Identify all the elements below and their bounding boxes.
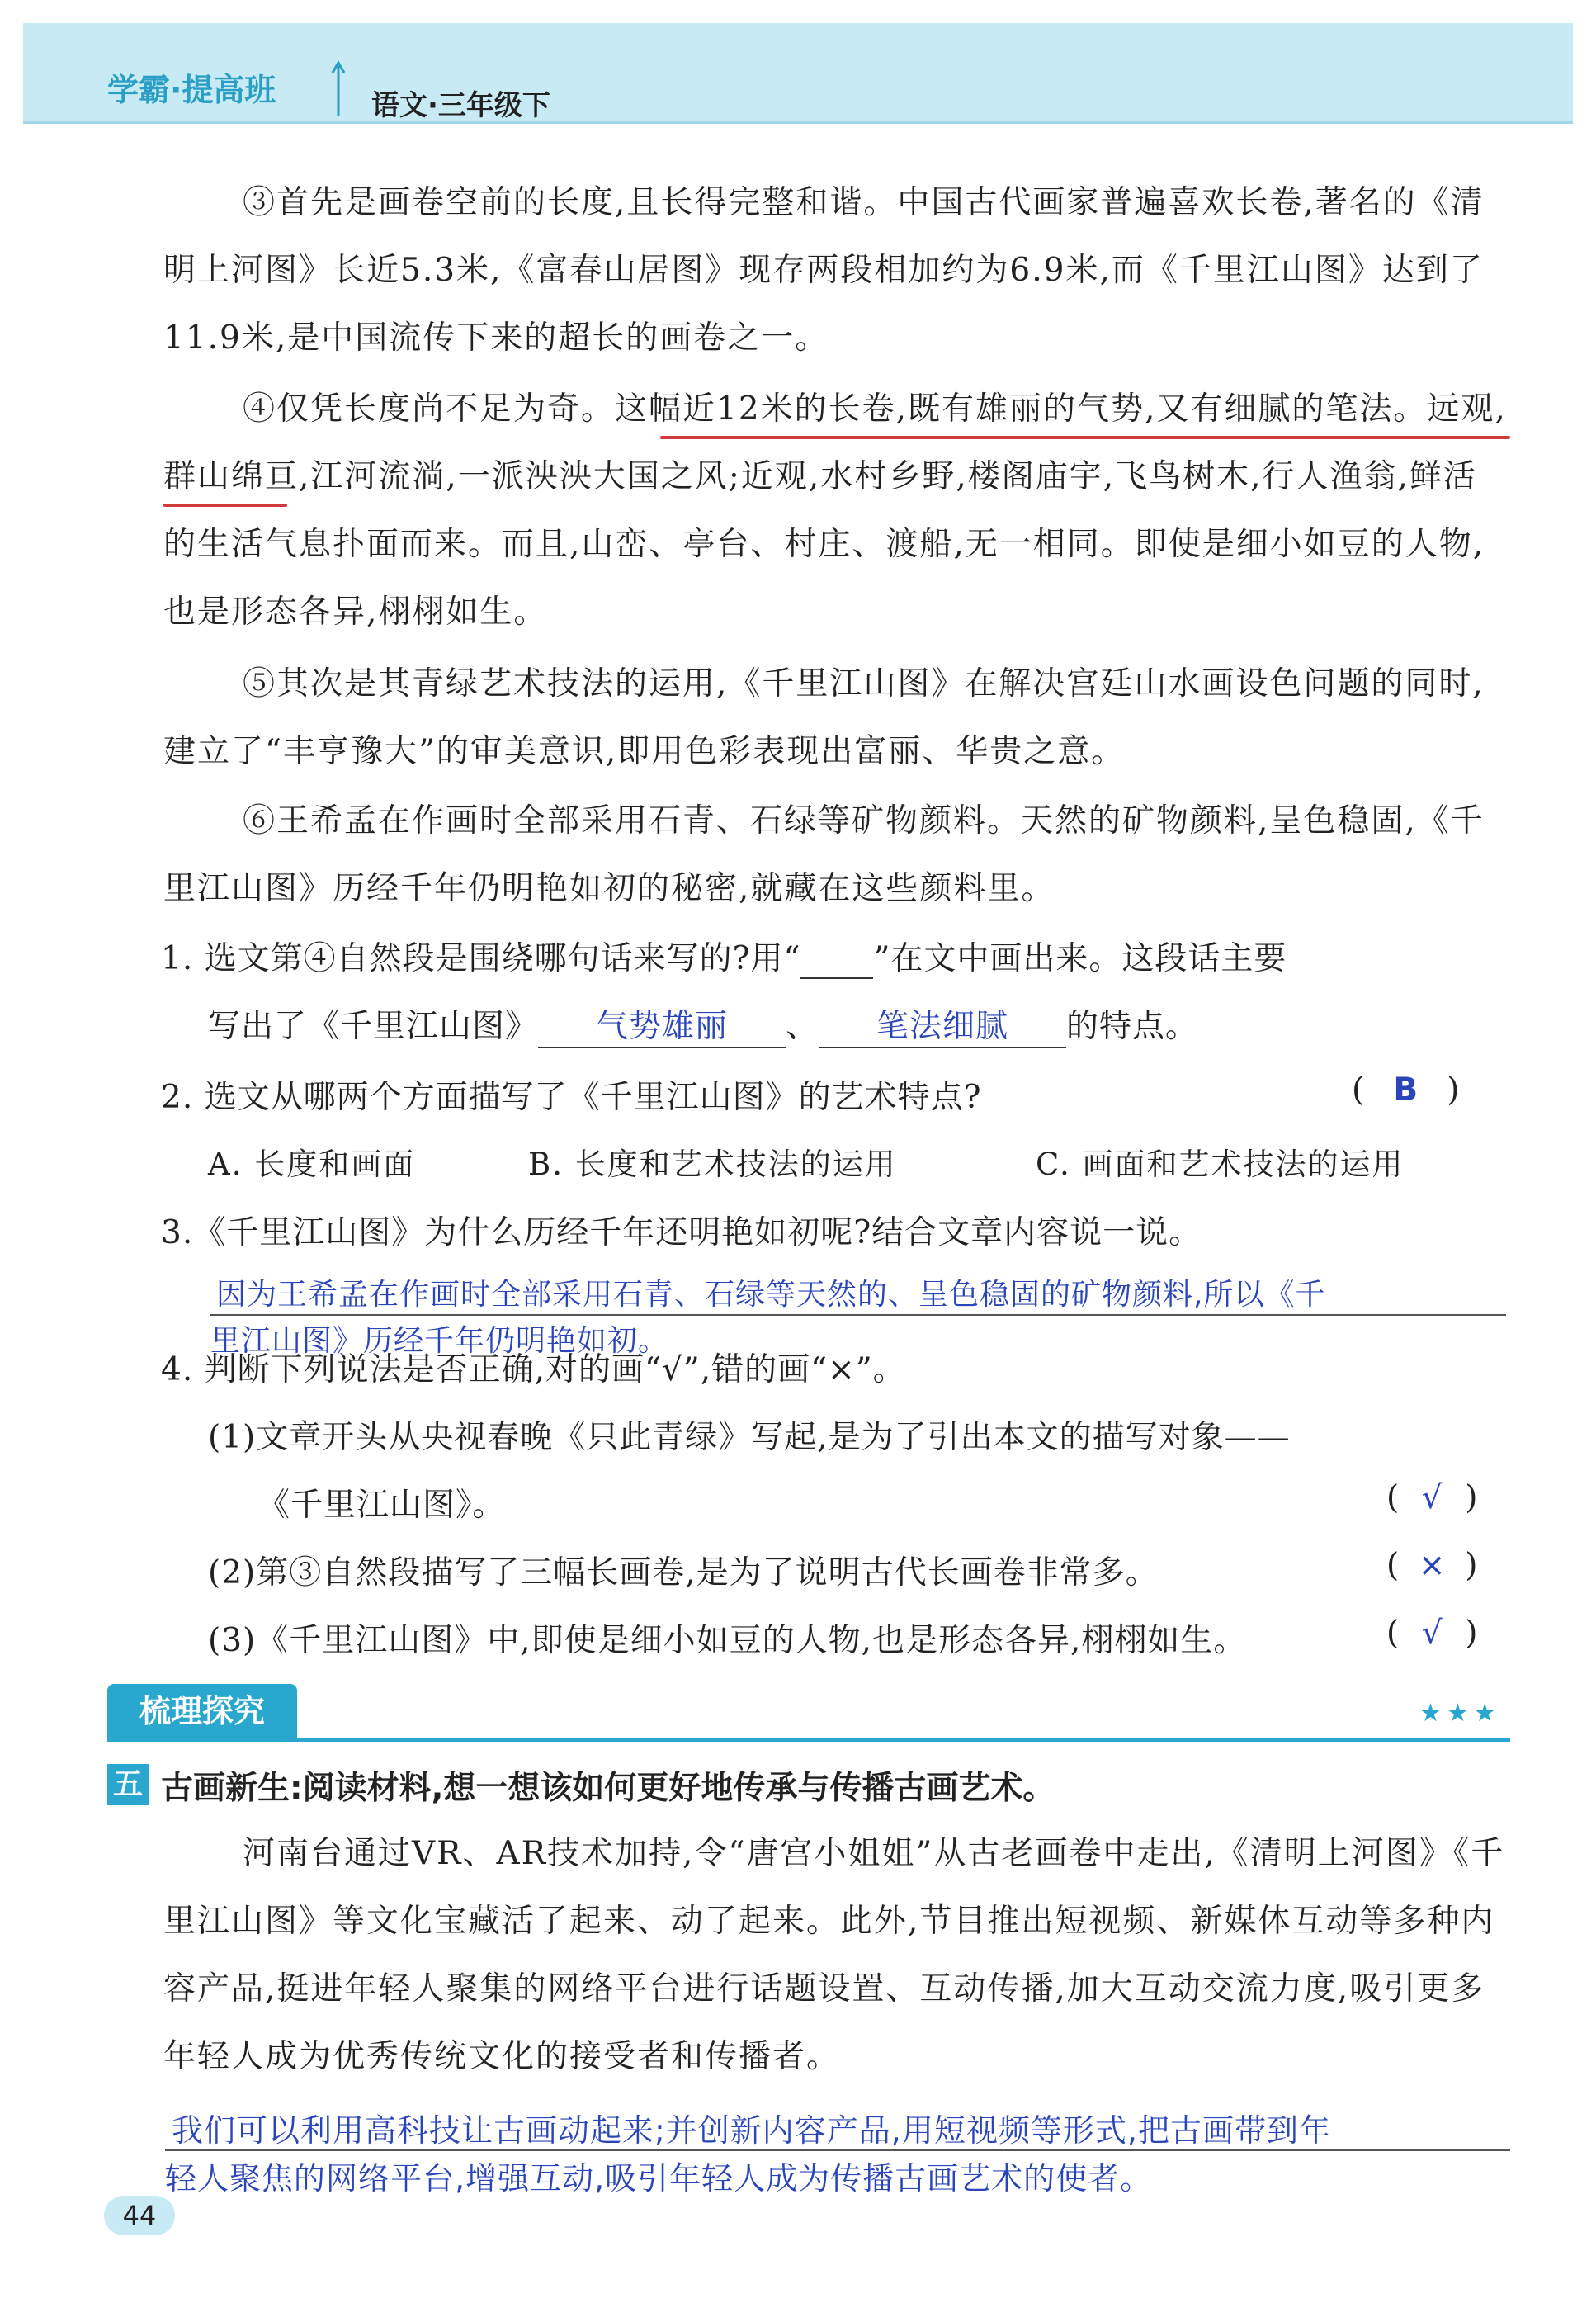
question-2: 2. 选文从哪两个方面描写了《千里江山图》的艺术特点? — [161, 1079, 982, 1116]
section-divider — [107, 1738, 1510, 1742]
task-answer-line-2[interactable]: 轻人聚焦的网络平台,增强互动,吸引年轻人成为传播古画艺术的使者。 — [165, 2160, 1153, 2197]
question-4: 4. 判断下列说法是否正确,对的画“√”,错的画“×”。 — [161, 1351, 906, 1388]
question-3: 3.《千里江山图》为什么历经千年还明艳如初呢?结合文章内容说一说。 — [161, 1214, 1202, 1251]
question-4-3: (3)《千里江山图》中,即使是细小如豆的人物,也是形态各异,栩栩如生。 — [208, 1622, 1247, 1659]
task-number-badge: 五 — [107, 1764, 149, 1805]
answer-rule-q3 — [210, 1314, 1506, 1316]
paragraph-6: ⑥王希孟在作画时全部采用石青、石绿等矿物颜料。天然的矿物颜料,呈色稳固,《千里江山图》历经千年仍明艳如初的秘密,就藏在这些颜料里。 — [163, 802, 1485, 907]
question-3-answer-line-2[interactable]: 里江山图》历经千年仍明艳如初。 — [210, 1324, 669, 1358]
arrow-up-icon — [330, 59, 347, 117]
subject-label: 语文·三年级下 — [371, 89, 550, 122]
answer-rule-task — [165, 2149, 1510, 2151]
red-underline-1 — [660, 436, 1510, 439]
material-paragraph: 河南台通过VR、AR技术加持,令“唐宫小姐姐”从古老画卷中走出,《清明上河图》《千里江山图》等文化宝藏活了起来、动了起来。此外,节目推出短视频、新媒体互动等多种内容产品,挺进年轻人聚集的网络平台进行话题设置、互动传播,加大互动交流力度,吸引更多年轻人成为优秀传统文化的接受者和传播者。 — [163, 1835, 1505, 2075]
question-4-1-line-2: 《千里江山图》。 — [257, 1487, 506, 1524]
difficulty-stars-icon: ★★★ — [1419, 1699, 1501, 1728]
red-underline-2 — [163, 504, 287, 507]
question-1-line-2: 写出了《千里江山图》 气势雄丽 、 笔法细腻 的特点。 — [208, 1000, 1198, 1048]
section-tab: 梳理探究 — [107, 1684, 297, 1738]
answer-blank-1[interactable]: 气势雄丽 — [538, 1000, 786, 1048]
answer-paren-q2[interactable]: ( B ) — [1352, 1071, 1460, 1109]
answer-paren-q4-1[interactable]: ( √ ) — [1386, 1479, 1478, 1516]
task-title: 古画新生:阅读材料,想一想该如何更好地传承与传播古画艺术。 — [161, 1770, 1055, 1807]
answer-paren-q4-2[interactable]: ( × ) — [1386, 1547, 1478, 1584]
answer-paren-q4-3[interactable]: ( √ ) — [1386, 1615, 1478, 1652]
task-answer-line-1[interactable]: 我们可以利用高科技让古画动起来;并创新内容产品,用短视频等形式,把古画带到年 — [172, 2112, 1331, 2149]
question-2-option-a: A. 长度和画面 — [208, 1147, 416, 1182]
question-4-2: (2)第③自然段描写了三幅长画卷,是为了说明古代长画卷非常多。 — [208, 1554, 1159, 1591]
paragraph-5: ⑤其次是其青绿艺术技法的运用,《千里江山图》在解决宫廷山水画设色问题的同时,建立了“丰亨豫大”的审美意识,即用色彩表现出富丽、华贵之意。 — [163, 665, 1485, 770]
brand-logo: 学霸·提高班 — [107, 72, 276, 108]
page-number: 44 — [104, 2196, 175, 2235]
question-2-option-b: B. 长度和艺术技法的运用 — [528, 1147, 897, 1182]
paragraph-4: ④仅凭长度尚不足为奇。这幅近12米的长卷,既有雄丽的气势,又有细腻的笔法。远观,群山绵亘,江河流淌,一派泱泱大国之风;近观,水村乡野,楼阁庙宇,飞鸟树木,行人渔翁,鲜活的生活气息扑面而来。而且,山峦、亭台、村庄、渡船,无一相同。即使是细小如豆的人物,也是形态各异,栩栩如生。 — [163, 390, 1507, 631]
question-3-answer-line-1[interactable]: 因为王希孟在作画时全部采用石青、石绿等天然的、呈色稳固的矿物颜料,所以《千 — [216, 1278, 1326, 1312]
paragraph-3: ③首先是画卷空前的长度,且长得完整和谐。中国古代画家普遍喜欢长卷,著名的《清明上河图》长近5.3米,《富春山居图》现存两段相加约为6.9米,而《千里江山图》达到了11.9米,是中国流传下来的超长的画卷之一。 — [163, 184, 1485, 357]
answer-blank-2[interactable]: 笔法细腻 — [819, 1000, 1066, 1048]
question-1-line-1: 1. 选文第④自然段是围绕哪句话来写的?用“ ”在文中画出来。这段话主要 — [161, 940, 1287, 977]
question-2-option-c: C. 画面和艺术技法的运用 — [1036, 1147, 1405, 1182]
question-4-1-line-1: (1)文章开头从央视春晚《只此青绿》写起,是为了引出本文的描写对象—— — [208, 1419, 1291, 1456]
